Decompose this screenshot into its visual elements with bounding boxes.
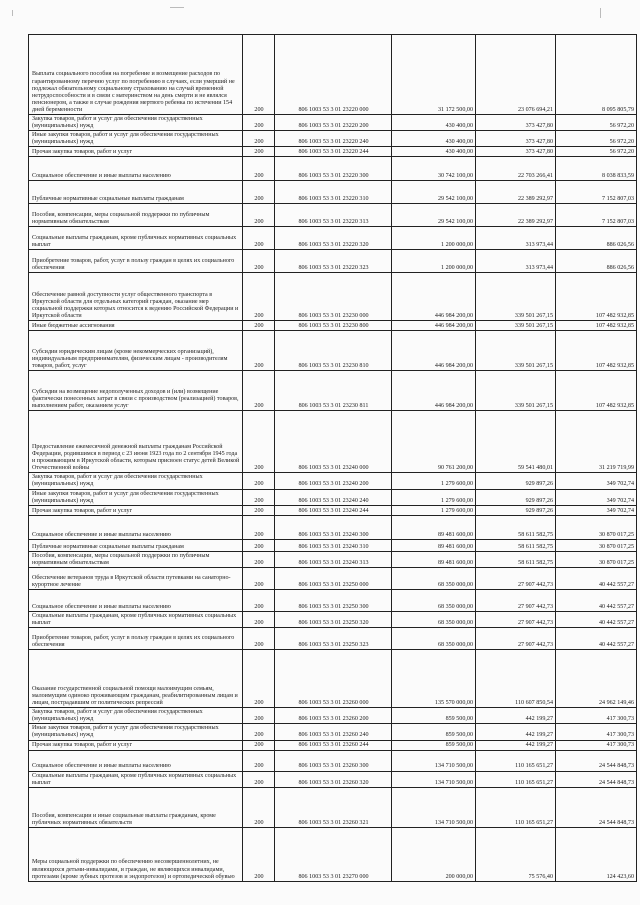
- row-approved-amount: 446 984 200,00: [392, 321, 476, 331]
- row-approved-amount: 134 710 500,00: [392, 750, 476, 771]
- row-unexecuted-amount: 56 972,20: [556, 115, 637, 131]
- row-unexecuted-amount: 40 442 557,27: [556, 611, 637, 627]
- row-name: Социальное обеспечение и иные выплаты населению: [29, 515, 243, 539]
- row-approved-amount: 89 481 600,00: [392, 515, 476, 539]
- row-line-code: 200: [243, 628, 275, 650]
- row-executed-amount: 27 907 442,73: [476, 628, 556, 650]
- row-budget-code: 806 1003 53 3 01 23260 320: [275, 771, 392, 787]
- row-executed-amount: 339 501 267,15: [476, 273, 556, 321]
- row-executed-amount: 22 389 292,97: [476, 181, 556, 204]
- row-budget-code: 806 1003 53 3 01 23270 000: [275, 827, 392, 881]
- row-approved-amount: 89 481 600,00: [392, 551, 476, 567]
- row-executed-amount: 58 611 582,75: [476, 539, 556, 551]
- row-unexecuted-amount: 24 544 848,73: [556, 750, 637, 771]
- row-approved-amount: 68 350 000,00: [392, 611, 476, 627]
- row-budget-code: 806 1003 53 3 01 23240 310: [275, 539, 392, 551]
- table-row: [29, 740, 637, 750]
- row-name: Иные закупки товаров, работ и услуг для обеспечения государственных (муниципальных) нужд: [29, 489, 243, 505]
- row-line-code: 200: [243, 227, 275, 250]
- row-line-code: 200: [243, 181, 275, 204]
- row-name: Прочая закупка товаров, работ и услуг: [29, 505, 243, 515]
- row-executed-amount: 27 907 442,73: [476, 589, 556, 611]
- row-name: Прочая закупка товаров, работ и услуг: [29, 740, 243, 750]
- row-budget-code: 806 1003 53 3 01 23240 000: [275, 411, 392, 473]
- row-unexecuted-amount: 886 026,56: [556, 250, 637, 273]
- table-row: [29, 551, 637, 567]
- row-name: Меры социальной поддержки по обеспечению несовершеннолетних, не являющихся детьми-инвалидами, и граждан, не являющихся инвалидами, протезами (кроме зубных протезов и эндопротезов) и ортопедической обувью: [29, 827, 243, 881]
- row-budget-code: 806 1003 53 3 01 23260 244: [275, 740, 392, 750]
- row-executed-amount: 929 897,26: [476, 505, 556, 515]
- row-executed-amount: 442 199,27: [476, 708, 556, 724]
- row-approved-amount: 446 984 200,00: [392, 331, 476, 371]
- table-row: [29, 250, 637, 273]
- row-budget-code: 806 1003 53 3 01 23250 320: [275, 611, 392, 627]
- row-executed-amount: 22 389 292,97: [476, 204, 556, 227]
- row-budget-code: 806 1003 53 3 01 23240 313: [275, 551, 392, 567]
- row-budget-code: 806 1003 53 3 01 23220 323: [275, 250, 392, 273]
- table-row: [29, 724, 637, 740]
- table-row: [29, 650, 637, 708]
- table-row: [29, 204, 637, 227]
- row-line-code: 200: [243, 371, 275, 411]
- row-executed-amount: 373 427,80: [476, 131, 556, 147]
- row-executed-amount: 23 076 694,21: [476, 35, 556, 115]
- row-budget-code: 806 1003 53 3 01 23220 313: [275, 204, 392, 227]
- row-approved-amount: 90 761 200,00: [392, 411, 476, 473]
- row-name: Закупка товаров, работ и услуг для обеспечения государственных (муниципальных) нужд: [29, 708, 243, 724]
- row-budget-code: 806 1003 53 3 01 23250 323: [275, 628, 392, 650]
- row-unexecuted-amount: 417 300,73: [556, 708, 637, 724]
- row-line-code: 200: [243, 250, 275, 273]
- row-budget-code: 806 1003 53 3 01 23260 300: [275, 750, 392, 771]
- row-line-code: 200: [243, 204, 275, 227]
- table-row: [29, 505, 637, 515]
- row-line-code: 200: [243, 473, 275, 489]
- table-row: [29, 567, 637, 589]
- row-approved-amount: 68 350 000,00: [392, 567, 476, 589]
- scan-artifact: [12, 10, 13, 16]
- row-budget-code: 806 1003 53 3 01 23250 300: [275, 589, 392, 611]
- row-budget-code: 806 1003 53 3 01 23250 000: [275, 567, 392, 589]
- row-unexecuted-amount: 30 870 017,25: [556, 515, 637, 539]
- row-name: Закупка товаров, работ и услуг для обеспечения государственных (муниципальных) нужд: [29, 115, 243, 131]
- row-executed-amount: 929 897,26: [476, 473, 556, 489]
- row-name: Оказание государственной социальной помощи малоимущим семьям, малоимущим одиноко проживающим гражданам, реабилитированным лицам и лицам, пострадавшим от политических репрессий: [29, 650, 243, 708]
- row-line-code: 200: [243, 750, 275, 771]
- row-name: Социальные выплаты гражданам, кроме публичных нормативных социальных выплат: [29, 771, 243, 787]
- table-body: [29, 35, 637, 882]
- row-unexecuted-amount: 349 702,74: [556, 489, 637, 505]
- row-budget-code: 806 1003 53 3 01 23230 800: [275, 321, 392, 331]
- row-line-code: 200: [243, 515, 275, 539]
- row-line-code: 200: [243, 331, 275, 371]
- row-executed-amount: 929 897,26: [476, 489, 556, 505]
- table-row: [29, 321, 637, 331]
- row-line-code: 200: [243, 489, 275, 505]
- row-executed-amount: 339 501 267,15: [476, 331, 556, 371]
- row-unexecuted-amount: 8 038 833,59: [556, 157, 637, 181]
- row-name: Социальные выплаты гражданам, кроме публичных нормативных социальных выплат: [29, 611, 243, 627]
- row-line-code: 200: [243, 321, 275, 331]
- row-name: Публичные нормативные социальные выплаты гражданам: [29, 181, 243, 204]
- row-executed-amount: 442 199,27: [476, 740, 556, 750]
- row-approved-amount: 134 710 500,00: [392, 771, 476, 787]
- row-approved-amount: 31 172 500,00: [392, 35, 476, 115]
- row-budget-code: 806 1003 53 3 01 23260 000: [275, 650, 392, 708]
- row-executed-amount: 110 607 850,54: [476, 650, 556, 708]
- scan-artifact: [600, 8, 601, 18]
- row-approved-amount: 1 279 600,00: [392, 489, 476, 505]
- row-line-code: 200: [243, 157, 275, 181]
- row-unexecuted-amount: 107 482 932,85: [556, 321, 637, 331]
- row-approved-amount: 859 500,00: [392, 740, 476, 750]
- row-budget-code: 806 1003 53 3 01 23240 200: [275, 473, 392, 489]
- row-approved-amount: 430 400,00: [392, 131, 476, 147]
- table-row: [29, 827, 637, 881]
- row-unexecuted-amount: 24 544 848,73: [556, 787, 637, 827]
- row-approved-amount: 446 984 200,00: [392, 371, 476, 411]
- table-row: [29, 787, 637, 827]
- row-unexecuted-amount: 349 702,74: [556, 505, 637, 515]
- row-budget-code: 806 1003 53 3 01 23220 000: [275, 35, 392, 115]
- row-line-code: 200: [243, 787, 275, 827]
- row-unexecuted-amount: 56 972,20: [556, 131, 637, 147]
- row-executed-amount: 22 703 266,41: [476, 157, 556, 181]
- row-name: Предоставление ежемесячной денежной выплаты гражданам Российской Федерации, родившимся в период с 23 июня 1923 года по 2 сентября 1945 года и проживающим в Иркутской области, которым присвоен статус детей Великой Отечественной войны: [29, 411, 243, 473]
- row-executed-amount: 59 541 480,01: [476, 411, 556, 473]
- row-budget-code: 806 1003 53 3 01 23220 200: [275, 115, 392, 131]
- row-name: Иные закупки товаров, работ и услуг для обеспечения государственных (муниципальных) нужд: [29, 724, 243, 740]
- table-row: [29, 181, 637, 204]
- row-budget-code: 806 1003 53 3 01 23260 240: [275, 724, 392, 740]
- row-line-code: 200: [243, 827, 275, 881]
- row-unexecuted-amount: 7 152 807,03: [556, 204, 637, 227]
- table-row: [29, 611, 637, 627]
- row-budget-code: 806 1003 53 3 01 23220 320: [275, 227, 392, 250]
- row-executed-amount: 110 165 651,27: [476, 771, 556, 787]
- row-approved-amount: 135 570 000,00: [392, 650, 476, 708]
- row-unexecuted-amount: 417 300,73: [556, 740, 637, 750]
- row-approved-amount: 1 200 000,00: [392, 227, 476, 250]
- row-name: Обеспечение ветеранов труда в Иркутской области путевками на санаторно-курортное лечение: [29, 567, 243, 589]
- row-unexecuted-amount: 30 870 017,25: [556, 539, 637, 551]
- row-line-code: 200: [243, 539, 275, 551]
- row-budget-code: 806 1003 53 3 01 23230 811: [275, 371, 392, 411]
- row-unexecuted-amount: 24 962 149,46: [556, 650, 637, 708]
- table-row: [29, 147, 637, 157]
- row-line-code: 200: [243, 411, 275, 473]
- table-row: [29, 628, 637, 650]
- row-line-code: 200: [243, 115, 275, 131]
- row-name: Пособия, компенсации, меры социальной поддержки по публичным нормативным обязательствам: [29, 204, 243, 227]
- row-unexecuted-amount: 107 482 932,85: [556, 371, 637, 411]
- row-line-code: 200: [243, 505, 275, 515]
- row-unexecuted-amount: 124 423,60: [556, 827, 637, 881]
- row-name: Пособия, компенсации и иные социальные выплаты гражданам, кроме публичных нормативных обязательств: [29, 787, 243, 827]
- row-name: Обеспечение равной доступности услуг общественного транспорта в Иркутской области для отдельных категорий граждан, оказание мер социальной поддержки которых относится к ведению Российской Федерации и Иркутской области: [29, 273, 243, 321]
- row-name: Социальное обеспечение и иные выплаты населению: [29, 589, 243, 611]
- row-approved-amount: 30 742 100,00: [392, 157, 476, 181]
- row-name: Прочая закупка товаров, работ и услуг: [29, 147, 243, 157]
- row-budget-code: 806 1003 53 3 01 23220 240: [275, 131, 392, 147]
- row-budget-code: 806 1003 53 3 01 23260 321: [275, 787, 392, 827]
- row-unexecuted-amount: 886 026,56: [556, 227, 637, 250]
- row-executed-amount: 110 165 651,27: [476, 787, 556, 827]
- row-unexecuted-amount: 417 300,73: [556, 724, 637, 740]
- row-approved-amount: 200 000,00: [392, 827, 476, 881]
- budget-execution-table: [28, 34, 637, 882]
- table-row: [29, 115, 637, 131]
- row-approved-amount: 859 500,00: [392, 724, 476, 740]
- row-unexecuted-amount: 40 442 557,27: [556, 628, 637, 650]
- table-row: [29, 371, 637, 411]
- row-approved-amount: 134 710 500,00: [392, 787, 476, 827]
- table-row: [29, 331, 637, 371]
- row-line-code: 200: [243, 35, 275, 115]
- row-executed-amount: 442 199,27: [476, 724, 556, 740]
- row-approved-amount: 446 984 200,00: [392, 273, 476, 321]
- row-budget-code: 806 1003 53 3 01 23230 000: [275, 273, 392, 321]
- row-approved-amount: 1 200 000,00: [392, 250, 476, 273]
- row-line-code: 200: [243, 147, 275, 157]
- row-unexecuted-amount: 40 442 557,27: [556, 567, 637, 589]
- row-executed-amount: 313 973,44: [476, 227, 556, 250]
- row-approved-amount: 859 500,00: [392, 708, 476, 724]
- row-budget-code: 806 1003 53 3 01 23260 200: [275, 708, 392, 724]
- row-unexecuted-amount: 30 870 017,25: [556, 551, 637, 567]
- row-line-code: 200: [243, 708, 275, 724]
- row-budget-code: 806 1003 53 3 01 23240 300: [275, 515, 392, 539]
- row-line-code: 200: [243, 650, 275, 708]
- row-executed-amount: 110 165 651,27: [476, 750, 556, 771]
- row-name: Социальные выплаты гражданам, кроме публичных нормативных социальных выплат: [29, 227, 243, 250]
- row-name: Приобретение товаров, работ, услуг в пользу граждан в целях их социального обеспечения: [29, 628, 243, 650]
- table-row: [29, 750, 637, 771]
- row-budget-code: 806 1003 53 3 01 23220 300: [275, 157, 392, 181]
- table-row: [29, 539, 637, 551]
- row-line-code: 200: [243, 589, 275, 611]
- row-executed-amount: 339 501 267,15: [476, 371, 556, 411]
- row-unexecuted-amount: 7 152 807,03: [556, 181, 637, 204]
- table-row: [29, 489, 637, 505]
- row-line-code: 200: [243, 771, 275, 787]
- row-budget-code: 806 1003 53 3 01 23220 310: [275, 181, 392, 204]
- row-name: Выплата социального пособия на погребение и возмещение расходов по гарантированному перечню услуг по погребению в случаях, если умерший не подлежал обязательному социальному страхованию на случай временной нетрудоспособности и в связи с материнством на день смерти и не являлся пенсионером, а также в случае рождения мертвого ребенка по истечении 154 дней беременности: [29, 35, 243, 115]
- row-executed-amount: 27 907 442,73: [476, 567, 556, 589]
- row-name: Социальное обеспечение и иные выплаты населению: [29, 157, 243, 181]
- row-line-code: 200: [243, 551, 275, 567]
- table-row: [29, 473, 637, 489]
- row-name: Пособия, компенсации, меры социальной поддержки по публичным нормативным обязательствам: [29, 551, 243, 567]
- row-executed-amount: 58 611 582,75: [476, 551, 556, 567]
- row-unexecuted-amount: 56 972,20: [556, 147, 637, 157]
- table-row: [29, 273, 637, 321]
- row-line-code: 200: [243, 567, 275, 589]
- row-line-code: 200: [243, 611, 275, 627]
- table-row: [29, 131, 637, 147]
- row-executed-amount: 75 576,40: [476, 827, 556, 881]
- row-approved-amount: 1 279 600,00: [392, 505, 476, 515]
- row-name: Субсидии на возмещение недополученных доходов и (или) возмещение фактически понесенных затрат в связи с производством (реализацией) товаров, выполнением работ, оказанием услуг: [29, 371, 243, 411]
- row-approved-amount: 430 400,00: [392, 147, 476, 157]
- row-line-code: 200: [243, 273, 275, 321]
- row-budget-code: 806 1003 53 3 01 23220 244: [275, 147, 392, 157]
- row-unexecuted-amount: 107 482 932,85: [556, 273, 637, 321]
- table-row: [29, 157, 637, 181]
- row-unexecuted-amount: 40 442 557,27: [556, 589, 637, 611]
- row-name: Приобретение товаров, работ, услуг в пользу граждан в целях их социального обеспечения: [29, 250, 243, 273]
- row-approved-amount: 68 350 000,00: [392, 589, 476, 611]
- row-unexecuted-amount: 24 544 848,73: [556, 771, 637, 787]
- row-approved-amount: 29 542 100,00: [392, 204, 476, 227]
- row-line-code: 200: [243, 740, 275, 750]
- row-executed-amount: 373 427,80: [476, 147, 556, 157]
- table-row: [29, 771, 637, 787]
- table-row: [29, 411, 637, 473]
- row-executed-amount: 373 427,80: [476, 115, 556, 131]
- row-approved-amount: 1 279 600,00: [392, 473, 476, 489]
- row-name: Закупка товаров, работ и услуг для обеспечения государственных (муниципальных) нужд: [29, 473, 243, 489]
- table-row: [29, 515, 637, 539]
- row-approved-amount: 29 542 100,00: [392, 181, 476, 204]
- row-name: Социальное обеспечение и иные выплаты населению: [29, 750, 243, 771]
- row-line-code: 200: [243, 131, 275, 147]
- row-line-code: 200: [243, 724, 275, 740]
- row-name: Иные закупки товаров, работ и услуг для обеспечения государственных (муниципальных) нужд: [29, 131, 243, 147]
- row-name: Иные бюджетные ассигнования: [29, 321, 243, 331]
- row-budget-code: 806 1003 53 3 01 23240 240: [275, 489, 392, 505]
- scan-artifact: [170, 7, 184, 8]
- row-name: Субсидии юридическим лицам (кроме некоммерческих организаций), индивидуальным предпринимателям, физическим лицам - производителям товаров, работ, услуг: [29, 331, 243, 371]
- table-row: [29, 708, 637, 724]
- table-row: [29, 589, 637, 611]
- table-row: [29, 227, 637, 250]
- row-unexecuted-amount: 8 095 805,79: [556, 35, 637, 115]
- row-executed-amount: 339 501 267,15: [476, 321, 556, 331]
- row-executed-amount: 58 611 582,75: [476, 515, 556, 539]
- row-approved-amount: 89 481 600,00: [392, 539, 476, 551]
- row-name: Публичные нормативные социальные выплаты гражданам: [29, 539, 243, 551]
- row-executed-amount: 27 907 442,73: [476, 611, 556, 627]
- table-row: [29, 35, 637, 115]
- row-budget-code: 806 1003 53 3 01 23230 810: [275, 331, 392, 371]
- row-approved-amount: 68 350 000,00: [392, 628, 476, 650]
- row-unexecuted-amount: 31 219 719,99: [556, 411, 637, 473]
- row-budget-code: 806 1003 53 3 01 23240 244: [275, 505, 392, 515]
- row-unexecuted-amount: 107 482 932,85: [556, 331, 637, 371]
- row-unexecuted-amount: 349 702,74: [556, 473, 637, 489]
- row-approved-amount: 430 400,00: [392, 115, 476, 131]
- row-executed-amount: 313 973,44: [476, 250, 556, 273]
